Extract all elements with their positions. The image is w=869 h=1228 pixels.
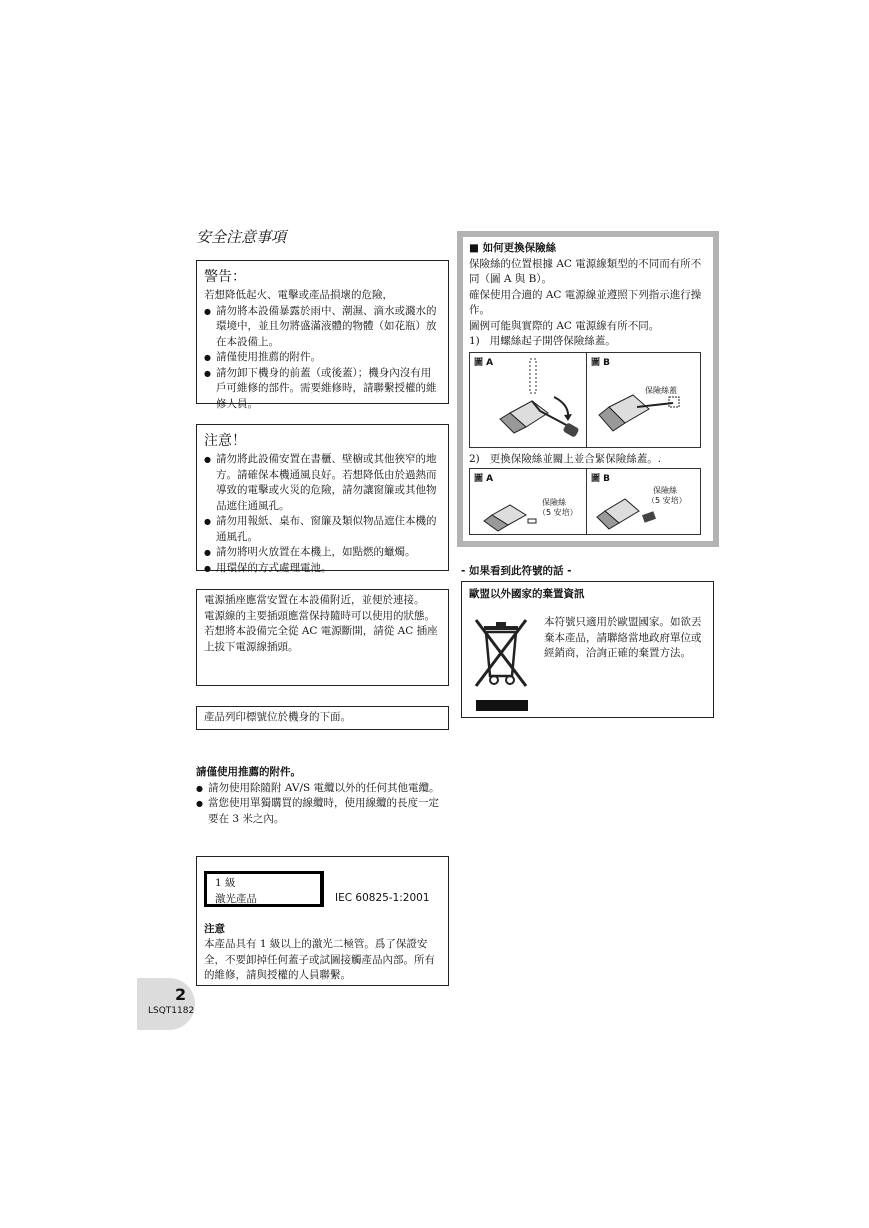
laser-caution-text: 本產品具有 1 級以上的激光二極管。爲了保證安全，不要卸掉任何蓋子或試圖接觸產品內部。所有的維修，請與授權的人員聯繫。 (204, 938, 435, 981)
fuse-heading-row (469, 241, 707, 257)
caution-heading: 注意！ (204, 433, 246, 449)
accessories-item: ● 請勿使用除隨附 AV/S 電纜以外的任何其他電纜。 (196, 781, 446, 797)
fuse-a-rating: （5 安培） (538, 508, 578, 517)
fuse-b-rating: （5 安培） (647, 496, 687, 505)
fuse-section (469, 241, 707, 350)
plug-screwdriver-illustration (470, 353, 588, 449)
square-bullet-icon: ■ (469, 242, 479, 254)
symbol-caption: - 如果看到此符號的話 - (461, 565, 572, 577)
caution-item: ● 請勿將明火放置在本機上，如點燃的蠟燭。 (204, 545, 441, 561)
figure-b-label: 圖 B (591, 358, 610, 368)
warning-box (196, 260, 449, 410)
label-location-text: 產品列印標號位於機身的下面。 (204, 711, 351, 723)
warning-item: ● 請勿將本設備暴露於雨中、潮濕、滴水或濺水的環境中，並且勿將盛滿液體的物體（如花瓶）放在本設備上。 (204, 304, 441, 351)
plug-fuse-b-illustration (587, 469, 701, 536)
fuse-line: 保險絲的位置根據 AC 電源線類型的不同而有所不同（圖 A 與 B）。 (469, 257, 702, 285)
socket-line: 電源插座應當安置在本設備附近，並便於連接。 (204, 594, 425, 606)
plug-fuse-a-illustration (470, 469, 588, 536)
warning-intro: 若想降低起火、電擊或產品損壞的危險， (204, 289, 393, 301)
laser-caution-heading: 注意 (204, 923, 225, 935)
fuse-line: 圖例可能與實際的 AC 電源線有所不同。 (469, 319, 660, 332)
caution-box (196, 424, 449, 574)
laser-standard: IEC 60825-1:2001 (335, 892, 430, 904)
fuse-cover-label: 保險絲蓋 (645, 386, 677, 395)
page-number: 2 (175, 985, 187, 1004)
caution-item: ● 請勿用報紙、桌布、窗簾及類似物品遮住本機的通風孔。 (204, 514, 441, 545)
page-title: 安全注意事項 (196, 228, 287, 246)
fuse-a-label: 保險絲 (542, 498, 566, 507)
fuse-b-label: 保險絲 (653, 486, 677, 495)
laser-class-label (204, 871, 324, 907)
figure-b-label-2: 圖 B (591, 474, 610, 484)
fuse-step-1: 1) 用螺絲起子開啓保險絲蓋。 (469, 335, 616, 347)
figure-a-label-2: 圖 A (474, 474, 494, 484)
page-tab (137, 978, 195, 1030)
disposal-bar (476, 700, 528, 711)
crossed-bin-icon (470, 618, 532, 688)
laser-box (196, 856, 449, 986)
fuse-step-2: 2) 更換保險絲並關上並合緊保險絲蓋。. (469, 453, 662, 465)
figure-b-replace-fuse (587, 468, 701, 535)
plug-fuse-cover-illustration (587, 353, 701, 449)
disposal-heading: 歐盟以外國家的棄置資訊 (469, 588, 585, 600)
accessories-section (196, 765, 446, 827)
laser-class-line: 激光產品 (215, 892, 257, 905)
figure-b-fuse-cover (587, 352, 701, 448)
disposal-box (461, 581, 714, 718)
figure-a-replace-fuse (469, 468, 587, 535)
warning-item: ● 請僅使用推薦的附件。 (204, 350, 441, 366)
socket-line: 電源線的主要插頭應當保持隨時可以使用的狀態。 (204, 609, 435, 622)
model-number: LSQT1182 (148, 1006, 195, 1016)
socket-box (196, 589, 449, 686)
caution-item: ● 請勿將此設備安置在書櫃、壁櫥或其他狹窄的地方。請確保本機通風良好。若想降低由於過熱而導致的電擊或火災的危險，請勿讓窗簾或其他物品遮住通風孔。 (204, 452, 441, 514)
caution-item: ● 用環保的方式處理電池。 (204, 561, 441, 577)
fuse-heading: 如何更換保險絲 (482, 242, 557, 254)
accessories-item: ● 當您使用單獨購買的線纜時，使用線纜的長度一定要在 3 米之內。 (196, 796, 446, 827)
warning-heading: 警告： (204, 269, 246, 285)
fuse-line: 確保使用合適的 AC 電源線並遵照下列指示進行操作。 (469, 288, 702, 316)
label-location-box (196, 706, 449, 730)
warning-item: ● 請勿卸下機身的前蓋（或後蓋）；機身內沒有用戶可維修的部件。需要維修時，請聯繫授權的維修人員。 (204, 366, 441, 413)
figure-a-label: 圖 A (474, 358, 494, 368)
figure-a-open-cover (469, 352, 587, 448)
disposal-text: 本符號只適用於歐盟國家。如欲丟棄本產品，請聯絡當地政府單位或經銷商，洽詢正確的棄置方法。 (544, 616, 702, 659)
socket-line: 若想將本設備完全從 AC 電源斷開，請從 AC 插座上拔下電源線插頭。 (204, 625, 438, 653)
accessories-heading: 請僅使用推薦的附件。 (196, 766, 301, 778)
laser-class-line: 1 級 (215, 877, 236, 889)
